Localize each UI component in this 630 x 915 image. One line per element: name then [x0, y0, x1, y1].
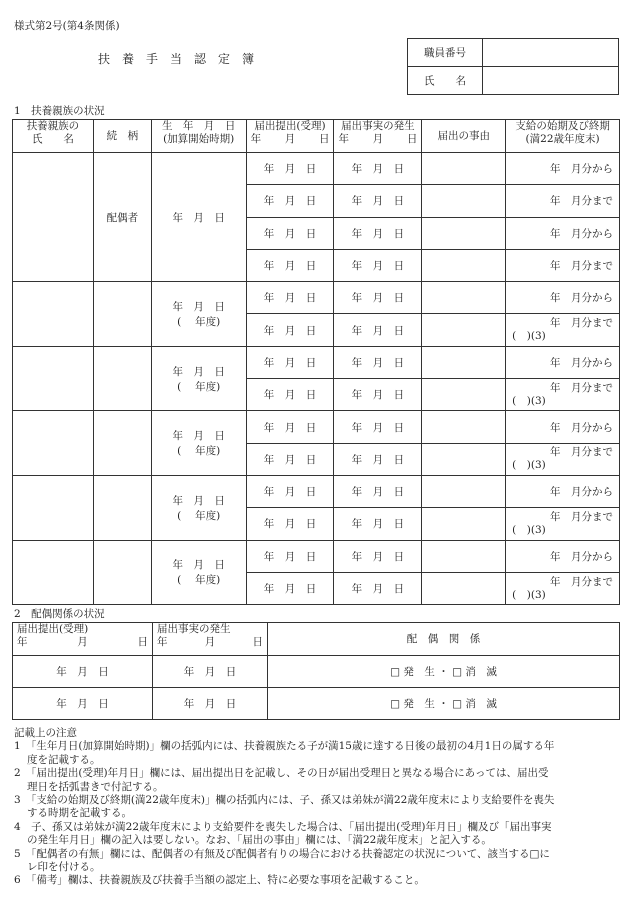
form-number: 様式第2号(第4条関係) [14, 20, 120, 32]
period-cell[interactable]: 年 月分から [506, 217, 620, 249]
dependent-birth-cell[interactable]: 年 月 日 [151, 153, 246, 282]
spouse-event-date[interactable]: 年 月 日 [153, 688, 268, 720]
birth-fiscal-year: ( 年度) [177, 509, 221, 522]
staff-number-label: 職員番号 [408, 39, 483, 67]
period-note: ( )(3) [512, 330, 546, 343]
filed-date-cell[interactable]: 年 月 日 [246, 346, 334, 378]
dependent-relation-cell: 配偶者 [93, 153, 151, 282]
filed-date-cell[interactable]: 年 月 日 [246, 508, 334, 540]
period-until: 年 月分まで [550, 510, 613, 523]
reason-cell[interactable] [422, 475, 506, 507]
reason-cell[interactable] [422, 153, 506, 185]
col-filed: 届出提出(受理) 年 月 日 [246, 120, 334, 153]
period-cell[interactable]: 年 月分から [506, 540, 620, 572]
period-cell[interactable] [506, 379, 620, 411]
dependent-name-cell[interactable] [13, 475, 94, 540]
dependent-birth-cell[interactable] [151, 282, 246, 347]
note-line: 6 「備考」欄は、扶養親族及び扶養手当額の認定上、特に必要な事項を記載すること。 [14, 874, 425, 887]
dependent-subrow [13, 475, 620, 507]
birth-fiscal-year: ( 年度) [177, 574, 221, 587]
note-line: 5 「配偶者の有無」欄には、配偶者の有無及び配偶者有りの場合における扶養認定の状況について、該当する□に [14, 847, 550, 860]
spouse-col-relation: 配 偶 関 係 [268, 623, 620, 656]
dependent-birth-cell[interactable] [151, 540, 246, 605]
period-note: ( )(3) [512, 394, 546, 407]
filed-date-cell[interactable]: 年 月 日 [246, 217, 334, 249]
reason-cell[interactable] [422, 572, 506, 604]
staff-id-box [407, 38, 619, 95]
period-until: 年 月分まで [550, 381, 613, 394]
dependent-subrow [13, 411, 620, 443]
filed-date-cell[interactable]: 年 月 日 [246, 443, 334, 475]
event-date-cell[interactable]: 年 月 日 [334, 153, 422, 185]
event-date-cell[interactable]: 年 月 日 [334, 475, 422, 507]
period-until: 年 月分まで [550, 317, 613, 330]
note-line: レ印を付ける。 [27, 861, 101, 874]
staff-name-field[interactable] [483, 67, 619, 95]
reason-cell[interactable] [422, 540, 506, 572]
col-period: 支給の始期及び終期 (満22歳年度末) [506, 120, 620, 153]
filed-date-cell[interactable]: 年 月 日 [246, 314, 334, 346]
dependent-subrow [13, 540, 620, 572]
event-date-cell[interactable]: 年 月 日 [334, 282, 422, 314]
event-date-cell[interactable]: 年 月 日 [334, 572, 422, 604]
dependent-relation-cell[interactable] [93, 282, 151, 347]
dependent-birth-cell[interactable] [151, 475, 246, 540]
dependent-relation-cell[interactable] [93, 475, 151, 540]
reason-cell[interactable] [422, 379, 506, 411]
reason-cell[interactable] [422, 508, 506, 540]
spouse-filed-date[interactable]: 年 月 日 [13, 688, 153, 720]
filed-date-cell[interactable]: 年 月 日 [246, 572, 334, 604]
section2-heading: 2 配偶関係の状況 [14, 608, 105, 620]
note-line: 理日を括弧書きで付記する。 [27, 780, 164, 793]
reason-cell[interactable] [422, 346, 506, 378]
birth-date: 年 月 日 [172, 430, 225, 443]
reason-cell[interactable] [422, 443, 506, 475]
birth-date: 年 月 日 [172, 559, 225, 572]
page-title: 扶 養 手 当 認 定 簿 [98, 52, 255, 66]
period-cell[interactable] [506, 572, 620, 604]
note-line: 2 「届出提出(受理)年月日」欄には、届出提出日を記載し、その日が届出受理日と異なる場合にあっては、届出受 [14, 767, 549, 780]
spouse-col-event: 届出事実の発生 年 月 日 [153, 623, 268, 656]
period-cell[interactable]: 年 月分から [506, 282, 620, 314]
filed-date-cell[interactable]: 年 月 日 [246, 540, 334, 572]
filed-date-cell[interactable]: 年 月 日 [246, 379, 334, 411]
birth-fiscal-year: ( 年度) [177, 445, 221, 458]
period-note: ( )(3) [512, 523, 546, 536]
filed-date-cell[interactable]: 年 月 日 [246, 475, 334, 507]
dependent-name-cell[interactable] [13, 153, 94, 282]
note-line: する時期を記載する。 [27, 807, 132, 820]
spouse-row [13, 656, 620, 688]
reason-cell[interactable] [422, 282, 506, 314]
event-date-cell[interactable]: 年 月 日 [334, 540, 422, 572]
col-birth: 生 年 月 日 (加算開始時期) [151, 120, 246, 153]
dependent-birth-cell[interactable] [151, 346, 246, 411]
event-date-cell[interactable]: 年 月 日 [334, 217, 422, 249]
spouse-filed-date[interactable]: 年 月 日 [13, 656, 153, 688]
reason-cell[interactable] [422, 217, 506, 249]
event-date-cell[interactable]: 年 月 日 [334, 443, 422, 475]
birth-fiscal-year: ( 年度) [177, 380, 221, 393]
dependent-relation-cell[interactable] [93, 411, 151, 476]
period-cell[interactable]: 年 月分から [506, 411, 620, 443]
note-line: 4 子、孫又は弟妹が満22歳年度末により支給要件を喪失した場合は、「届出提出(受理)年月日」欄及び「届出事実 [14, 820, 552, 833]
dependent-birth-cell[interactable] [151, 411, 246, 476]
event-date-cell[interactable]: 年 月 日 [334, 346, 422, 378]
spouse-row [13, 688, 620, 720]
dependent-subrow [13, 282, 620, 314]
event-date-cell[interactable]: 年 月 日 [334, 314, 422, 346]
dependent-relation-cell[interactable] [93, 346, 151, 411]
period-cell[interactable]: 年 月分から [506, 153, 620, 185]
period-until: 年 月分まで [550, 446, 613, 459]
staff-number-field[interactable] [483, 39, 619, 67]
period-cell[interactable]: 年 月分まで [506, 249, 620, 281]
spouse-table [12, 622, 620, 720]
reason-cell[interactable] [422, 249, 506, 281]
section1-heading: 1 扶養親族の状況 [14, 105, 105, 117]
reason-cell[interactable] [422, 185, 506, 217]
event-date-cell[interactable]: 年 月 日 [334, 249, 422, 281]
period-note: ( )(3) [512, 459, 546, 472]
period-cell[interactable]: 年 月分から [506, 346, 620, 378]
col-name: 扶養親族の 氏 名 [13, 120, 94, 153]
note-line: の発生年月日」欄の記入は要しない。なお、「届出の事由」欄には、「満22歳年度末」と記入する。 [27, 834, 492, 847]
note-line: 1 「生年月日(加算開始時期)」欄の括弧内には、扶養親族たる子が満15歳に達する日後の最初の4月1日の属する年 [14, 740, 555, 753]
reason-cell[interactable] [422, 314, 506, 346]
dependent-name-cell[interactable] [13, 282, 94, 347]
col-event: 届出事実の発生 年 月 日 [334, 120, 422, 153]
period-cell[interactable] [506, 443, 620, 475]
notes [14, 727, 624, 888]
dependent-relation-cell[interactable] [93, 540, 151, 605]
period-cell[interactable] [506, 508, 620, 540]
event-date-cell[interactable]: 年 月 日 [334, 508, 422, 540]
note-line: 度を記載する。 [27, 753, 101, 766]
period-cell[interactable]: 年 月分から [506, 475, 620, 507]
col-reason: 届出の事由 [422, 120, 506, 153]
spouse-event-date[interactable]: 年 月 日 [153, 656, 268, 688]
period-cell[interactable] [506, 314, 620, 346]
birth-date: 年 月 日 [172, 300, 225, 313]
period-note: ( )(3) [512, 588, 546, 601]
col-relation: 続 柄 [93, 120, 151, 153]
period-until: 年 月分まで [550, 575, 613, 588]
event-date-cell[interactable]: 年 月 日 [334, 411, 422, 443]
filed-date-cell[interactable]: 年 月 日 [246, 249, 334, 281]
reason-cell[interactable] [422, 411, 506, 443]
dependent-name-cell[interactable] [13, 411, 94, 476]
spouse-status-checkboxes[interactable]: □ 発 生 ・ □ 消 滅 [268, 688, 620, 720]
birth-date: 年 月 日 [172, 365, 225, 378]
filed-date-cell[interactable]: 年 月 日 [246, 185, 334, 217]
filed-date-cell[interactable]: 年 月 日 [246, 411, 334, 443]
dependent-subrow [13, 346, 620, 378]
spouse-col-filed: 届出提出(受理) 年 月 日 [13, 623, 153, 656]
spouse-status-checkboxes[interactable]: □ 発 生 ・ □ 消 滅 [268, 656, 620, 688]
note-line: 3 「支給の始期及び終期(満22歳年度末)」欄の括弧内には、子、孫又は弟妹が満22歳年度末により支給要件を喪失 [14, 794, 555, 807]
event-date-cell[interactable]: 年 月 日 [334, 379, 422, 411]
dependent-name-cell[interactable] [13, 540, 94, 605]
event-date-cell[interactable]: 年 月 日 [334, 185, 422, 217]
filed-date-cell[interactable]: 年 月 日 [246, 282, 334, 314]
dependents-table [12, 119, 620, 605]
dependent-name-cell[interactable] [13, 346, 94, 411]
notes-heading: 記載上の注意 [14, 727, 77, 739]
period-cell[interactable]: 年 月分まで [506, 185, 620, 217]
birth-fiscal-year: ( 年度) [177, 315, 221, 328]
staff-name-label: 氏 名 [408, 67, 483, 95]
dependent-subrow [13, 153, 620, 185]
birth-date: 年 月 日 [172, 494, 225, 507]
filed-date-cell[interactable]: 年 月 日 [246, 153, 334, 185]
